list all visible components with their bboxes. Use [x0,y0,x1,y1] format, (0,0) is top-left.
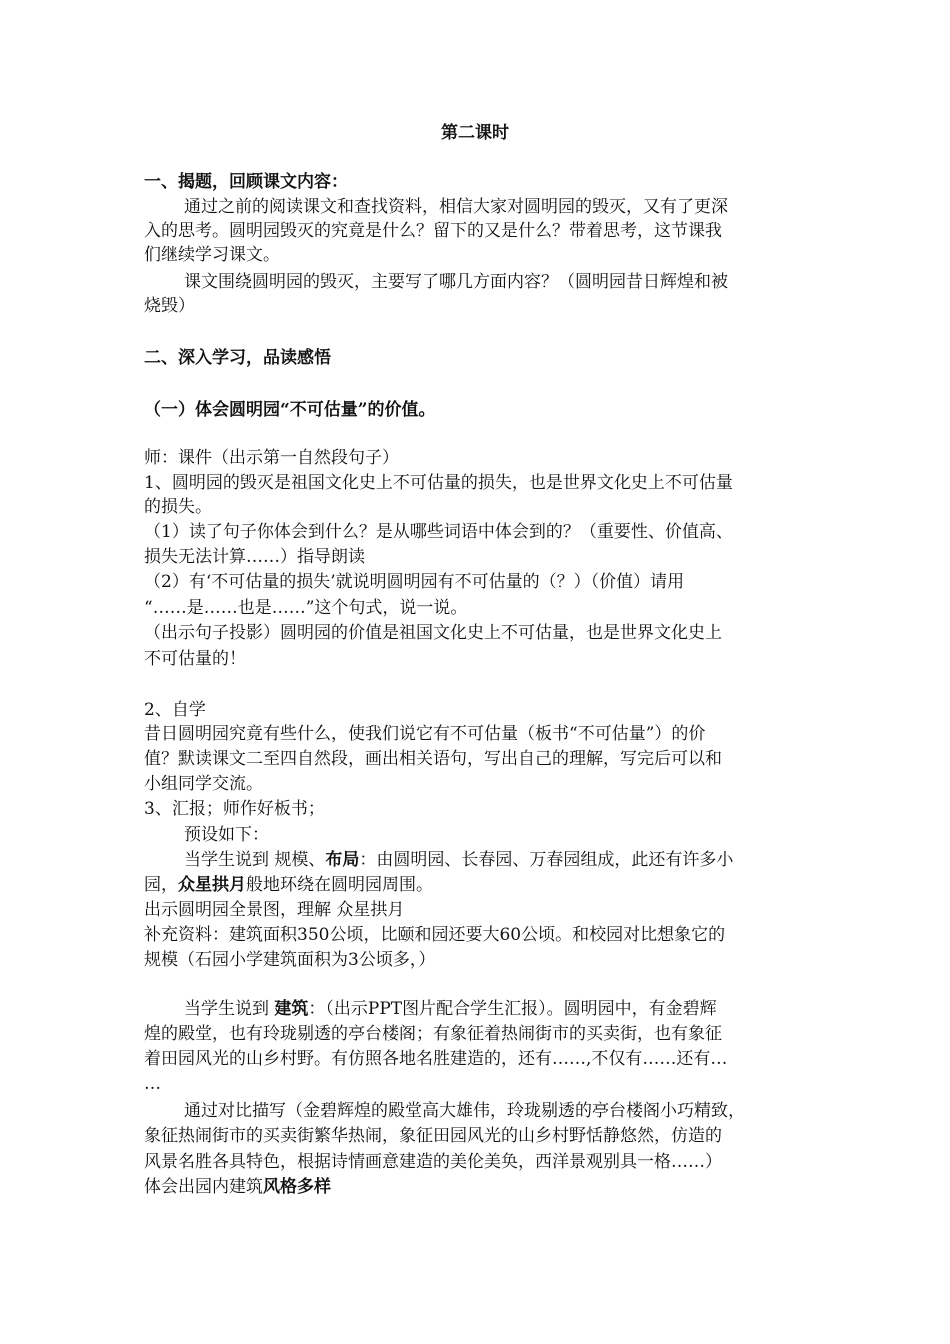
arch-line2: 煌的殿堂，也有玲珑剔透的亭台楼阁；有象征着热闹街市的买卖街，也有象征 [144,1024,722,1044]
contrast-line1: 通过对比描写（金碧辉煌的殿堂高大雄伟，玲珑剔透的亭台楼阁小巧精致， [184,1101,745,1121]
question1-line1: （1）读了句子你体会到什么？是从哪些词语中体会到的？（重要性、价值高、 [144,522,733,542]
subsection1-heading: （一）体会圆明园“不可估量”的价值。 [144,400,436,420]
scale-text-c: ：由圆明园、长春园、万春园组成，此还有许多小 [359,850,734,870]
arch-line3: 着田园风光的山乡村野。有仿照各地名胜建造的，还有……,不仅有……还有… [144,1049,728,1069]
scale-line1 [184,848,854,872]
scale-text-a: 当学生说到 规模、 [184,850,326,870]
section1-p1-line1: 通过之前的阅读课文和查找资料，相信大家对圆明园的毁灭，又有了更深 [184,197,728,217]
page-title: 第二课时 [441,123,509,143]
preset-line: 预设如下： [184,825,269,845]
section1-p1-line2: 入的思考。圆明园毁灭的究竟是什么？留下的又是什么？带着思考，这节课我 [144,221,722,241]
question2-line2: “……是……也是……”这个句式，说一说。 [144,598,468,618]
section1-heading: 一、揭题，回顾课文内容： [144,172,348,192]
self-study-line3: 小组同学交流。 [144,774,263,794]
arch-line1 [184,997,854,1021]
section1-p1-line3: 们继续学习课文。 [144,245,280,265]
item1-line2: 的损失。 [144,497,212,517]
self-study-line2: 值？默读课文二至四自然段，画出相关语句，写出自己的理解，写完后可以和 [144,749,722,769]
item1-line1: 1、圆明园的毁灭是祖国文化史上不可估量的损失，也是世界文化史上不可估量 [144,473,733,493]
arch-text-building: 建筑 [274,999,309,1019]
extra-line1: 补充资料：建筑面积350公顷，比颐和园还要大60公顷。和校园对比想象它的 [144,925,726,945]
question2-line1: （2）有‘不可估量的损失’就说明圆明园有不可估量的（？）（价值）请用 [144,572,685,592]
contrast-line2: 象征热闹街市的买卖街繁华热闹，象征田园风光的山乡村野恬静悠然，仿造的 [144,1126,722,1146]
item2-line: 2、自学 [144,700,206,720]
scale-text-d: 园， [144,875,178,895]
projection-line2: 不可估量的！ [144,649,246,669]
scale-text-f: 般地环绕在圆明园周围。 [246,875,433,895]
section1-p2-line2: 烧毁） [144,296,195,316]
question1-line2: 损失无法计算……）指导朗读 [144,547,365,567]
style-text-diverse: 风格多样 [263,1177,331,1197]
scale-text-stars: 众星拱月 [178,875,246,895]
teacher-line: 师：课件（出示第一自然段句子） [144,448,399,468]
extra-line2: 规模（石园小学建筑面积为3公顷多，） [144,950,436,970]
projection-line1: （出示句子投影）圆明园的价值是祖国文化史上不可估量，也是世界文化史上 [144,623,722,643]
arch-text-a: 当学生说到 [184,999,275,1019]
scale-line2 [144,873,814,897]
style-line [144,1175,814,1199]
section1-p2-line1: 课文围绕圆明园的毁灭，主要写了哪几方面内容？（圆明园昔日辉煌和被 [184,272,728,292]
item3-line: 3、汇报；师作好板书； [144,799,325,819]
scale-text-layout: 布局 [325,850,360,870]
section2-heading: 二、深入学习，品读感悟 [144,348,331,368]
style-text-a: 体会出园内建筑 [144,1177,263,1197]
panorama-line: 出示圆明园全景图，理解 众星拱月 [144,900,405,920]
contrast-line3: 风景名胜各具特色，根据诗情画意建造的美伦美奂，西洋景观别具一格……） [144,1152,722,1172]
arch-line4: … [144,1074,161,1094]
arch-text-c: ：（出示PPT图片配合学生汇报）。圆明园中，有金碧辉 [308,999,717,1019]
self-study-line1: 昔日圆明园究竟有些什么，使我们说它有不可估量（板书“不可估量”）的价 [144,724,706,744]
